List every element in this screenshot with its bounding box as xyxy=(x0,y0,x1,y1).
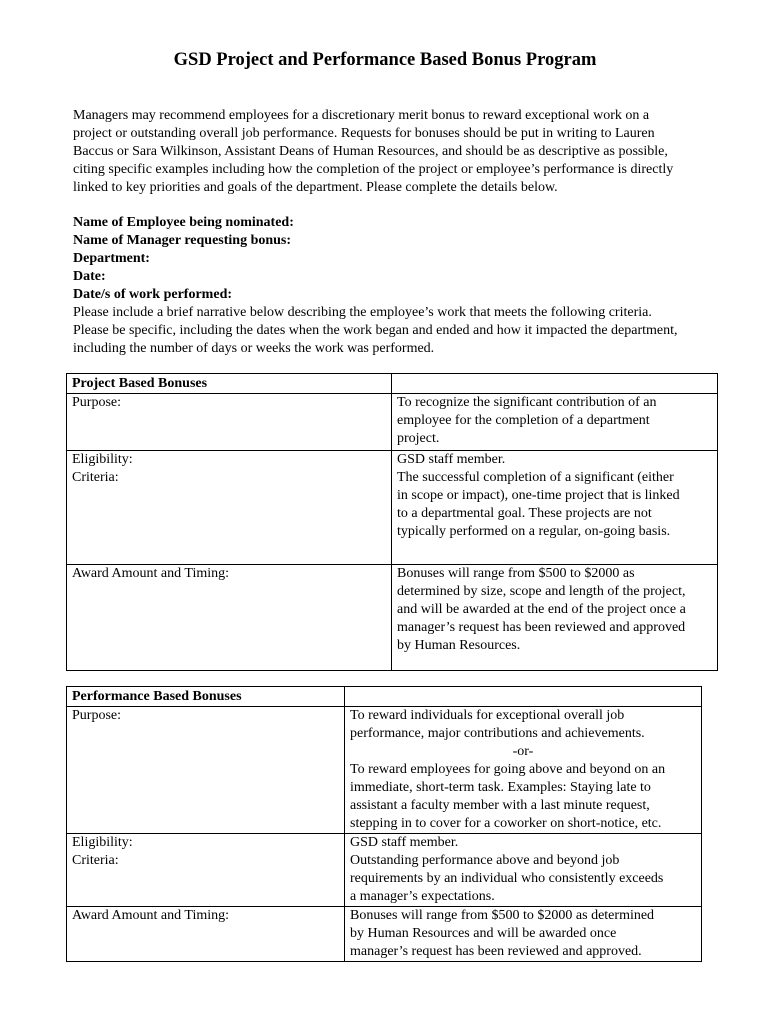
purpose-text: To reward individuals for exceptional overall job xyxy=(350,708,625,723)
manager-name-field: Name of Manager requesting bonus: xyxy=(73,233,292,248)
project-bonus-table xyxy=(66,373,718,671)
purpose-text: To reward employees for going above and beyond on an xyxy=(350,762,666,777)
award-text: manager’s request has been reviewed and approved. xyxy=(350,944,642,959)
table-row xyxy=(67,374,718,394)
label-cell xyxy=(67,565,392,671)
criteria-text: a manager’s expectations. xyxy=(350,889,495,904)
criteria-text: in scope or impact), one-time project that is linked xyxy=(397,488,680,503)
narrative-instruction: Please include a brief narrative below describing the employee’s work that meets the following criteria. xyxy=(73,305,652,320)
purpose-text: assistant a faculty member with a last minute request, xyxy=(350,798,650,813)
purpose-label: Purpose: xyxy=(72,708,121,723)
intro-line: linked to key priorities and goals of the department. Please complete the details below. xyxy=(73,180,558,195)
intro-line: project or outstanding overall job performance. Requests for bonuses should be put in writing to Lauren xyxy=(73,126,655,141)
purpose-text: performance, major contributions and achievements. xyxy=(350,726,645,741)
value-cell xyxy=(392,565,718,671)
value-cell xyxy=(345,834,702,907)
intro-line: Managers may recommend employees for a discretionary merit bonus to reward exceptional work on a xyxy=(73,108,650,123)
criteria-label: Criteria: xyxy=(72,853,119,868)
purpose-or-separator: -or- xyxy=(512,744,534,759)
table-row xyxy=(67,687,702,707)
narrative-instruction: Please be specific, including the dates when the work began and ended and how it impacted the department, xyxy=(73,323,678,338)
criteria-text: typically performed on a regular, on-going basis. xyxy=(397,524,671,539)
criteria-text: requirements by an individual who consistently exceeds xyxy=(350,871,664,886)
performance-bonus-table xyxy=(66,686,702,962)
label-cell xyxy=(67,907,345,962)
value-cell xyxy=(392,451,718,565)
date-field: Date: xyxy=(73,269,106,284)
award-text: determined by size, scope and length of the project, xyxy=(397,584,686,599)
criteria-text: to a departmental goal. These projects are not xyxy=(397,506,652,521)
criteria-label: Criteria: xyxy=(72,470,119,485)
table-row xyxy=(67,394,718,451)
empty-cell xyxy=(392,374,718,394)
purpose-text: To recognize the significant contribution of an xyxy=(397,395,657,410)
narrative-instruction: including the number of days or weeks the work was performed. xyxy=(73,341,435,356)
value-cell xyxy=(345,707,702,834)
purpose-label: Purpose: xyxy=(72,395,121,410)
intro-line: Baccus or Sara Wilkinson, Assistant Deans of Human Resources, and should be as descriptive as possible, xyxy=(73,144,668,159)
eligibility-label: Eligibility: xyxy=(72,452,133,467)
eligibility-text: GSD staff member. xyxy=(350,835,459,850)
label-cell xyxy=(67,451,392,565)
purpose-text: stepping in to cover for a coworker on short-notice, etc. xyxy=(350,816,662,831)
table-heading-cell xyxy=(67,687,345,707)
work-dates-field: Date/s of work performed: xyxy=(73,287,233,302)
table-row xyxy=(67,707,702,834)
label-cell xyxy=(67,707,345,834)
purpose-text: project. xyxy=(397,431,440,446)
intro-paragraph xyxy=(73,107,733,197)
award-label: Award Amount and Timing: xyxy=(72,566,230,581)
purpose-text: employee for the completion of a department xyxy=(397,413,650,428)
eligibility-text: GSD staff member. xyxy=(397,452,506,467)
table-row xyxy=(67,834,702,907)
criteria-text: Outstanding performance above and beyond job xyxy=(350,853,620,868)
award-text: by Human Resources. xyxy=(397,638,521,653)
nomination-fields xyxy=(73,214,733,358)
label-cell xyxy=(67,834,345,907)
value-cell xyxy=(345,907,702,962)
department-field: Department: xyxy=(73,251,150,266)
table-row xyxy=(67,565,718,671)
criteria-text: The successful completion of a significant (either xyxy=(397,470,674,485)
award-text: manager’s request has been reviewed and approved xyxy=(397,620,686,635)
award-text: by Human Resources and will be awarded once xyxy=(350,926,617,941)
intro-line: citing specific examples including how the completion of the project or employee’s performance is directly xyxy=(73,162,674,177)
award-text: and will be awarded at the end of the project once a xyxy=(397,602,686,617)
award-text: Bonuses will range from $500 to $2000 as xyxy=(397,566,635,581)
award-label: Award Amount and Timing: xyxy=(72,908,230,923)
table-heading: Project Based Bonuses xyxy=(72,376,208,391)
employee-name-field: Name of Employee being nominated: xyxy=(73,215,294,230)
value-cell xyxy=(392,394,718,451)
label-cell xyxy=(67,394,392,451)
eligibility-label: Eligibility: xyxy=(72,835,133,850)
table-row xyxy=(67,451,718,565)
table-row xyxy=(67,907,702,962)
document-title: GSD Project and Performance Based Bonus Program xyxy=(173,50,597,70)
table-heading-cell xyxy=(67,374,392,394)
table-heading: Performance Based Bonuses xyxy=(72,689,242,704)
award-text: Bonuses will range from $500 to $2000 as determined xyxy=(350,908,655,923)
empty-cell xyxy=(345,687,702,707)
purpose-text: immediate, short-term task. Examples: Staying late to xyxy=(350,780,651,795)
